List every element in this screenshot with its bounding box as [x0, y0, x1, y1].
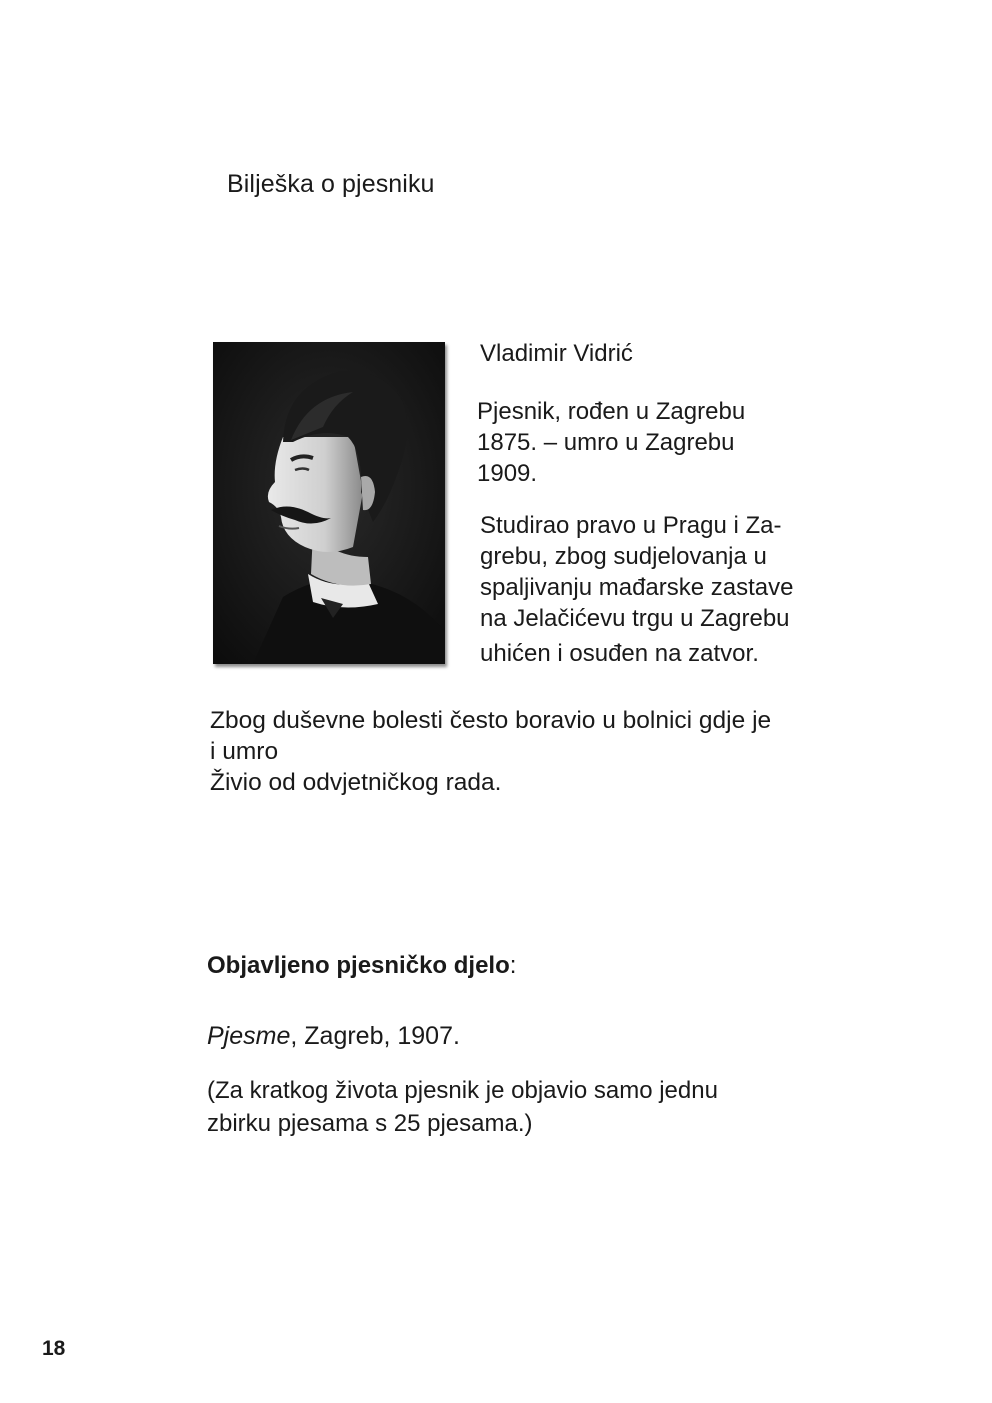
poet-name: Vladimir Vidrić — [480, 340, 633, 367]
portrait-drawing — [213, 342, 445, 664]
studies-line: uhićen i osuđen na zatvor. — [480, 640, 759, 667]
works-heading-text: Objavljeno pjesničko djelo — [207, 952, 510, 979]
poet-portrait — [213, 342, 445, 664]
works-heading — [207, 952, 516, 980]
illness-line: Zbog duševne bolesti često boravio u bolnici gdje je — [210, 707, 772, 734]
studies-line: spaljivanju mađarske zastave — [480, 574, 794, 601]
studies-line: grebu, zbog sudjelovanja u — [480, 543, 767, 570]
studies-paragraph — [480, 510, 850, 669]
illness-line: i umro — [210, 738, 279, 765]
studies-line: na Jelačićevu trgu u Zagrebu — [480, 605, 790, 632]
page-number: 18 — [42, 1337, 66, 1360]
lifespan-line: Pjesnik, rođen u Zagrebu — [477, 398, 746, 425]
work-title: Pjesme — [207, 1022, 291, 1050]
work-item — [207, 1022, 460, 1051]
work-details: , Zagreb, 1907. — [290, 1022, 460, 1050]
lifespan-line: 1909. — [477, 460, 538, 487]
studies-line: Studirao pravo u Pragu i Za- — [480, 512, 782, 539]
lifespan-paragraph — [477, 396, 822, 489]
works-note — [207, 1074, 857, 1140]
note-line: zbirku pjesama s 25 pjesama.) — [207, 1110, 533, 1137]
page-heading: Bilješka o pjesniku — [227, 170, 435, 198]
illness-line: Živio od odvjetničkog rada. — [210, 769, 502, 796]
note-line: (Za kratkog života pjesnik je objavio samo jednu — [207, 1077, 718, 1104]
illness-paragraph — [210, 705, 860, 798]
works-heading-colon: : — [509, 952, 517, 979]
lifespan-line: 1875. – umro u Zagrebu — [477, 429, 735, 456]
